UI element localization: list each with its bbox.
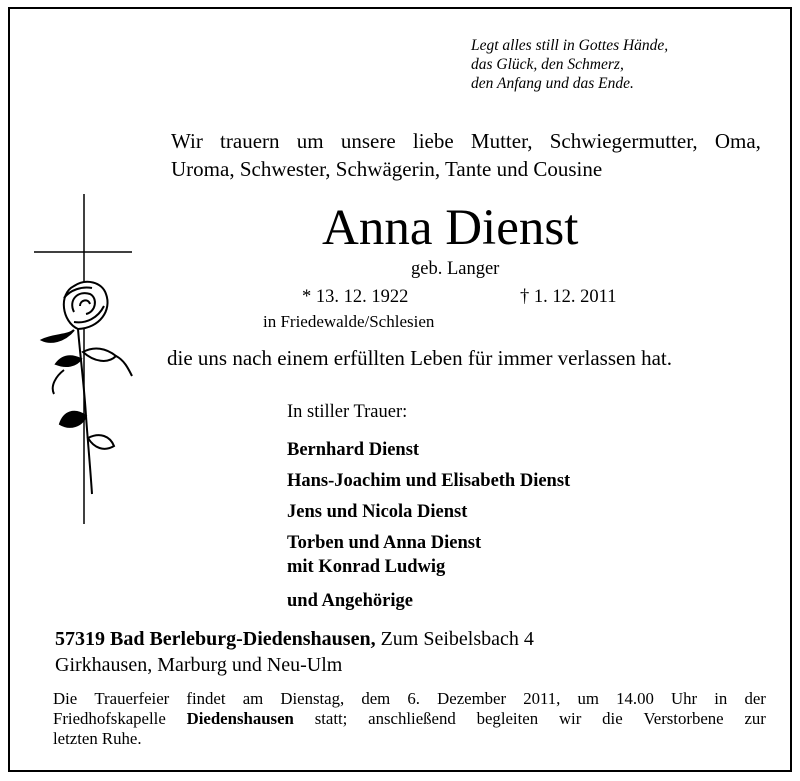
ceremony-word: um [577,689,599,708]
ceremony-word: begleiten [476,709,539,728]
ceremony-word: am [242,689,264,708]
ceremony-word: wir [558,709,582,728]
ceremony-word: Dienstag, [280,689,345,708]
ceremony-notice [53,689,766,749]
mourner-name: Bernhard Dienst [287,440,420,460]
ceremony-word: in [714,689,728,708]
deceased-name: Anna Dienst [322,200,579,256]
intro-text [171,127,761,183]
passed-away-text: die uns nach einem erfüllten Leben für immer verlassen hat. [167,346,672,370]
ceremony-word: 2011, [523,689,561,708]
intro-word: um [296,129,324,153]
motto-verse [471,36,668,93]
intro-word: Oma, [714,129,761,153]
ceremony-place: Diedenshausen [186,709,294,728]
cross-rose-icon [34,194,134,524]
ceremony-word: dem [361,689,391,708]
ceremony-line-3: letzten Ruhe. [53,729,142,748]
family-address [55,626,534,678]
ceremony-word: statt; [314,709,348,728]
mourners-list [287,440,570,612]
ceremony-word: 6. [407,689,420,708]
address-city: 57319 Bad Berleburg-Diedenshausen, [55,628,376,650]
ceremony-word: Trauerfeier [94,689,170,708]
intro-word: liebe [412,129,454,153]
ceremony-word: Friedhofskapelle [53,709,166,728]
mourner-name: Jens und Nicola Dienst [287,502,468,522]
ceremony-word: Die [53,689,78,708]
birth-date: * 13. 12. 1922 [302,287,409,307]
ceremony-word: findet [186,689,226,708]
intro-line-2: Uroma, Schwester, Schwägerin, Tante und Cousine [171,157,603,181]
motto-line-3: den Anfang und das Ende. [471,75,634,92]
intro-word: unsere [340,129,396,153]
ceremony-word: Uhr [671,689,698,708]
mourner-name: und Angehörige [287,591,413,611]
ceremony-word: anschließend [368,709,456,728]
birthplace: in Friedewalde/Schlesien [263,312,435,331]
mourning-intro: In stiller Trauer: [287,402,408,422]
mourner-name: mit Konrad Ludwig [287,557,446,577]
ceremony-word: 14.00 [616,689,654,708]
ceremony-word: Verstorbene [643,709,724,728]
address-street: Zum Seibelsbach 4 [375,628,534,650]
address-line-1 [55,626,534,652]
death-date: † 1. 12. 2011 [520,287,617,307]
ceremony-word: der [744,689,766,708]
ceremony-word: zur [744,709,766,728]
motto-line-1: Legt alles still in Gottes Hände, [471,37,669,54]
intro-word: Wir [171,129,203,153]
intro-line-1 [171,127,761,155]
ceremony-line-1 [53,689,766,709]
address-line-2: Girkhausen, Marburg und Neu-Ulm [55,654,343,676]
maiden-name: geb. Langer [411,259,500,279]
intro-word: trauern [220,129,280,153]
mourner-name: Hans-Joachim und Elisabeth Dienst [287,471,571,491]
intro-word: Schwiegermutter, [549,129,698,153]
ceremony-word: Dezember [437,689,507,708]
ceremony-line-2 [53,709,766,729]
mourner-name: Torben und Anna Dienst [287,533,482,553]
intro-word: Mutter, [470,129,533,153]
motto-line-2: das Glück, den Schmerz, [471,56,624,73]
ceremony-word: die [602,709,623,728]
